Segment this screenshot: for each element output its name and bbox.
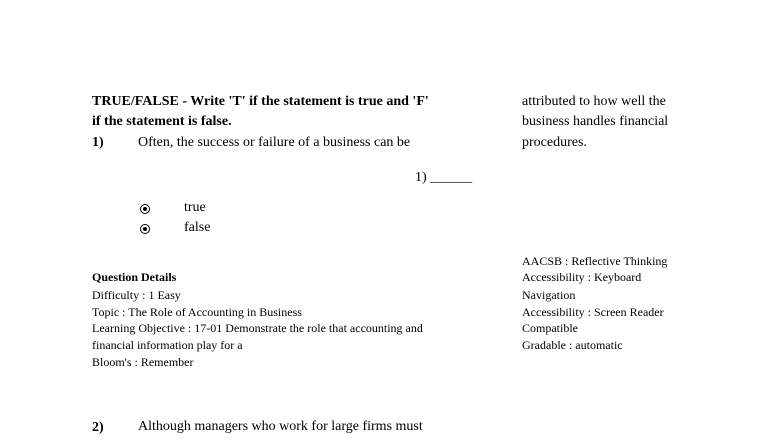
detail-topic: Topic : The Role of Accounting in Business	[92, 305, 302, 319]
question-2-text: Although managers who work for large firms must	[138, 419, 423, 434]
detail-accessibility-screen-reader: Accessibility : Screen Reader	[522, 305, 664, 319]
detail-learning-objective: Learning Objective : 17-01 Demonstrate the role that accounting and	[92, 321, 423, 335]
detail-gradable: Gradable : automatic	[522, 338, 623, 352]
detail-learning-objective-cont: financial information play for a	[92, 338, 243, 352]
option-false-label: false	[184, 220, 211, 235]
answer-blank-1[interactable]: 1) ______	[415, 170, 473, 185]
question-2-number: 2)	[92, 420, 104, 435]
radio-icon[interactable]	[140, 224, 150, 234]
section-header-line2: if the statement is false.	[92, 114, 232, 129]
question-1-continued-line3: procedures.	[522, 135, 587, 150]
section-header-line1: TRUE/FALSE - Write 'T' if the statement is true and 'F'	[92, 94, 429, 109]
detail-accessibility-keyboard-cont: Navigation	[522, 288, 576, 302]
question-1-number: 1)	[92, 135, 104, 150]
question-1-continued-line2: business handles financial	[522, 114, 669, 129]
option-true-label: true	[184, 200, 206, 215]
detail-difficulty: Difficulty : 1 Easy	[92, 288, 181, 302]
question-details-heading: Question Details	[92, 270, 177, 284]
detail-accessibility-screen-reader-cont: Compatible	[522, 321, 578, 335]
radio-icon[interactable]	[140, 204, 150, 214]
question-1-text: Often, the success or failure of a business can be	[138, 135, 411, 150]
question-1-continued-line1: attributed to how well the	[522, 94, 666, 109]
detail-aacsb: AACSB : Reflective Thinking	[522, 254, 668, 268]
detail-blooms: Bloom's : Remember	[92, 355, 194, 369]
detail-accessibility-keyboard: Accessibility : Keyboard	[522, 270, 642, 284]
